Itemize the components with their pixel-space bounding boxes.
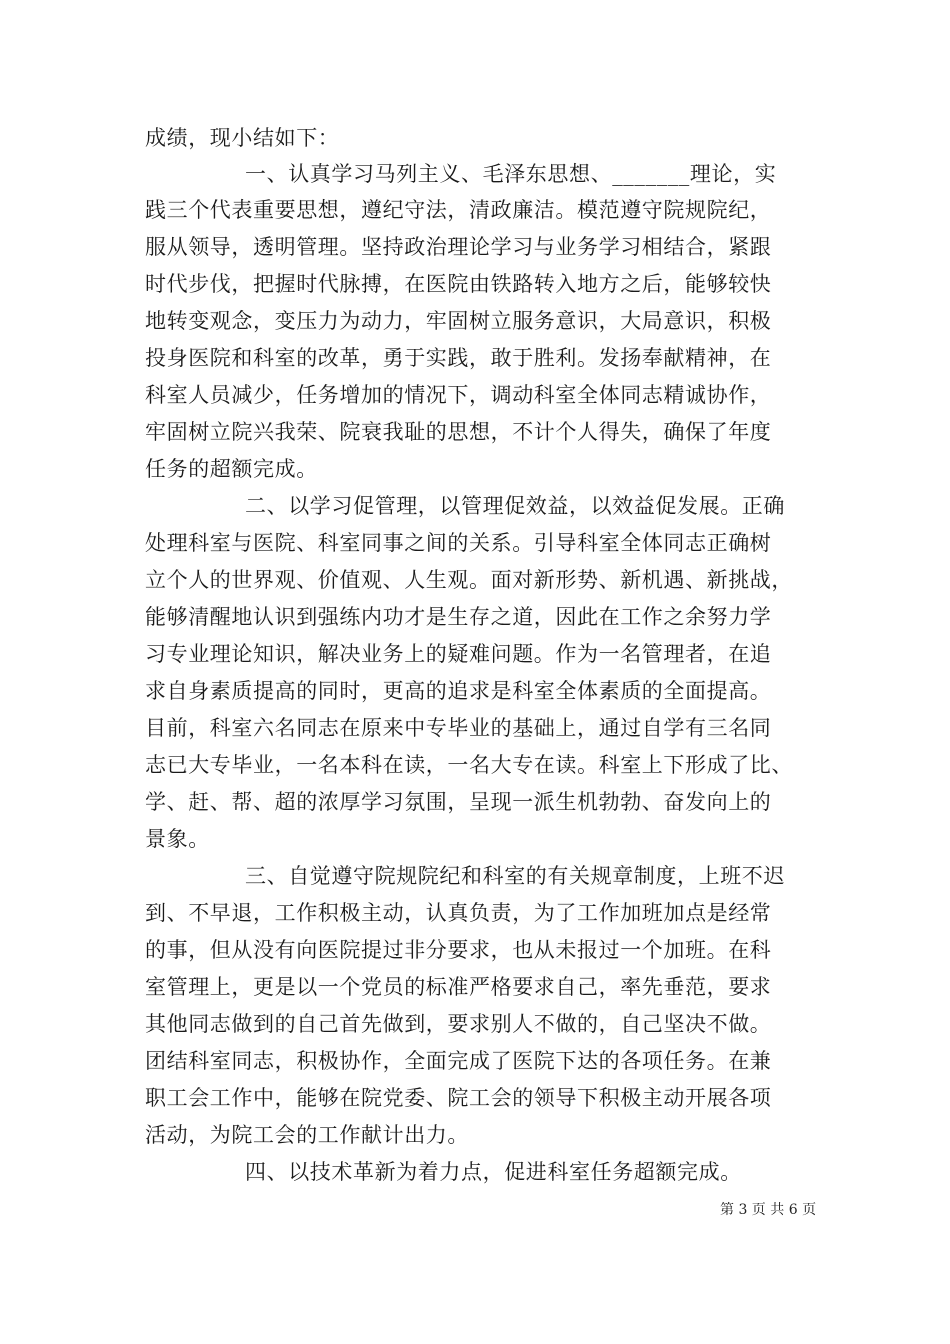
text-line: 目前，科室六名同志在原来中专毕业的基础上，通过自学有三名同 bbox=[145, 716, 772, 740]
text-line: 学、赶、帮、超的浓厚学习氛围，呈现一派生机勃勃、奋发向上的 bbox=[145, 790, 772, 814]
text-line: 职工会工作中，能够在院党委、院工会的领导下积极主动开展各项 bbox=[145, 1086, 772, 1110]
paragraph-1-start: 一、认真学习马列主义、毛泽东思想、_______理论，实 bbox=[245, 162, 777, 186]
text-line: 求自身素质提高的同时，更高的追求是科室全体素质的全面提高。 bbox=[145, 679, 772, 703]
text-line: 室管理上，更是以一个党员的标准严格要求自己，率先垂范，要求 bbox=[145, 975, 772, 999]
text-line: 志已大专毕业，一名本科在读，一名大专在读。科室上下形成了比、 bbox=[145, 753, 793, 777]
page-number-footer: 第 3 页 共 6 页 bbox=[720, 1202, 817, 1218]
text-line: 到、不早退，工作积极主动，认真负责，为了工作加班加点是经常 bbox=[145, 901, 772, 925]
text-line: 科室人员减少，任务增加的情况下，调动科室全体同志精诚协作， bbox=[145, 383, 772, 407]
paragraph-2-start: 二、以学习促管理，以管理促效益，以效益促发展。正确 bbox=[245, 494, 785, 518]
text-line: 投身医院和科室的改革，勇于实践，敢于胜利。发扬奉献精神，在 bbox=[145, 346, 772, 370]
paragraph-4-start: 四、以技术革新为着力点，促进科室任务超额完成。 bbox=[245, 1160, 742, 1184]
text-line: 牢固树立院兴我荣、院衰我耻的思想，不计个人得失，确保了年度 bbox=[145, 420, 772, 444]
text-line: 地转变观念，变压力为动力，牢固树立服务意识，大局意识，积极 bbox=[145, 309, 772, 333]
paragraph-3-start: 三、自觉遵守院规院纪和科室的有关规章制度，上班不迟 bbox=[245, 864, 785, 888]
text-line: 服从领导，透明管理。坚持政治理论学习与业务学习相结合，紧跟 bbox=[145, 235, 772, 259]
text-line: 的事，但从没有向医院提过非分要求，也从未报过一个加班。在科 bbox=[145, 938, 772, 962]
text-line: 成绩，现小结如下： bbox=[145, 126, 340, 150]
text-line: 处理科室与医院、科室同事之间的关系。引导科室全体同志正确树 bbox=[145, 531, 772, 555]
text-line: 任务的超额完成。 bbox=[145, 457, 318, 481]
text-line: 习专业理论知识，解决业务上的疑难问题。作为一名管理者，在追 bbox=[145, 642, 772, 666]
text-line: 活动，为院工会的工作献计出力。 bbox=[145, 1123, 469, 1147]
text-line: 景象。 bbox=[145, 827, 210, 851]
text-line: 能够清醒地认识到强练内功才是生存之道，因此在工作之余努力学 bbox=[145, 605, 772, 629]
text-line: 团结科室同志，积极协作，全面完成了医院下达的各项任务。在兼 bbox=[145, 1049, 772, 1073]
text-line: 践三个代表重要思想，遵纪守法，清政廉洁。模范遵守院规院纪， bbox=[145, 198, 772, 222]
text-line: 时代步伐，把握时代脉搏，在医院由铁路转入地方之后，能够较快 bbox=[145, 272, 772, 296]
text-line: 其他同志做到的自己首先做到，要求别人不做的，自己坚决不做。 bbox=[145, 1012, 772, 1036]
text-line: 立个人的世界观、价值观、人生观。面对新形势、新机遇、新挑战， bbox=[145, 568, 793, 592]
